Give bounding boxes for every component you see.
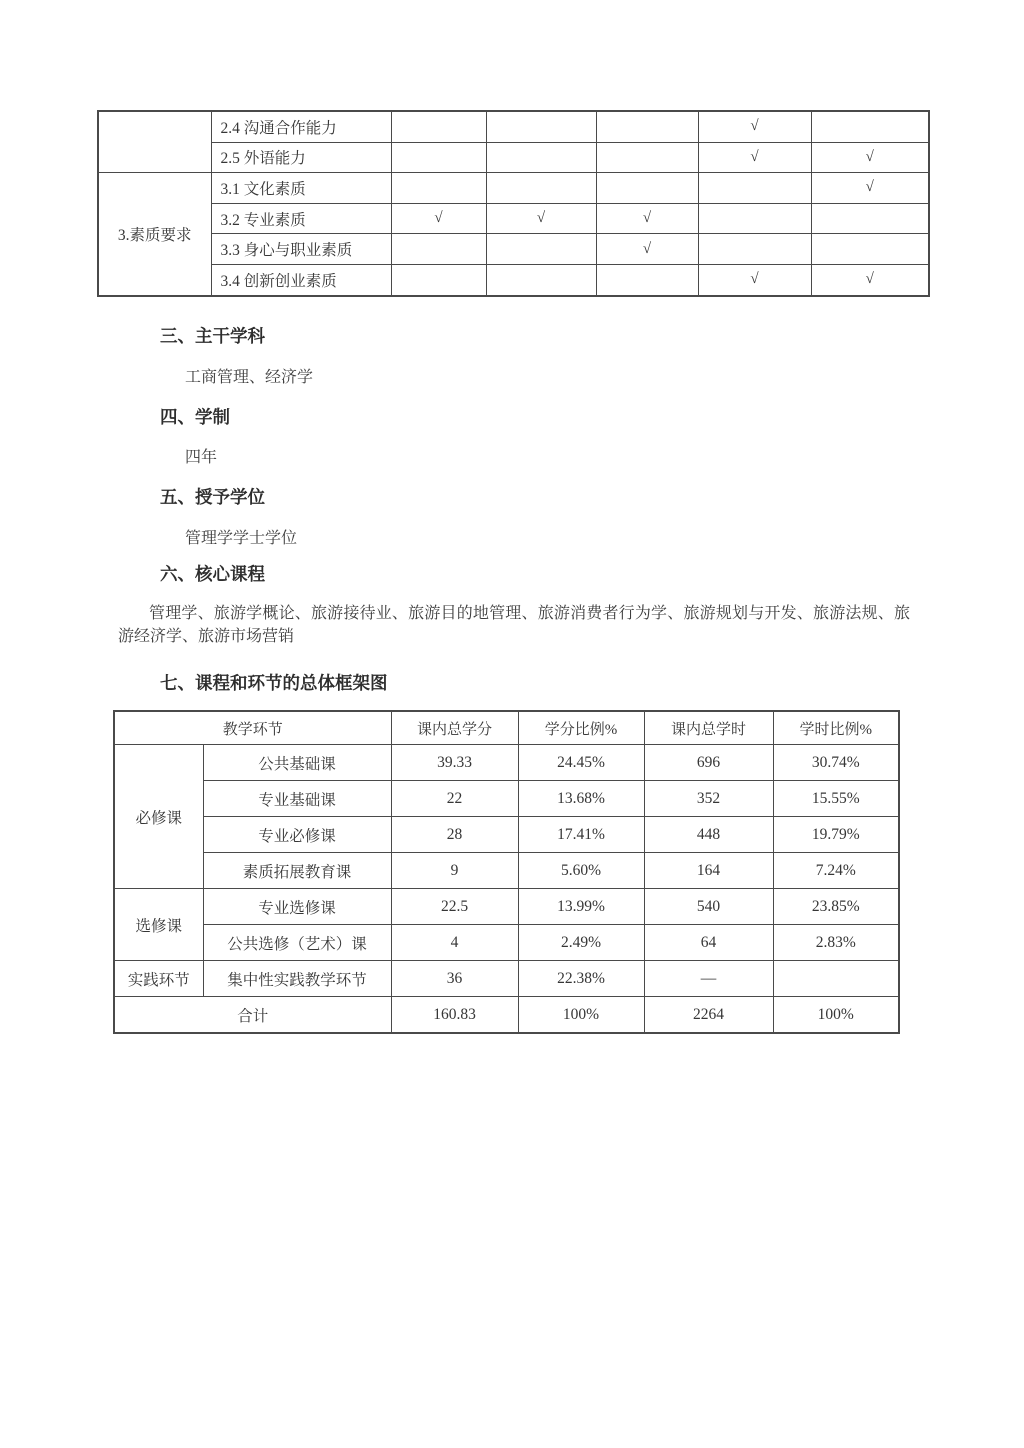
check-cell (486, 142, 596, 173)
header-total-credits: 课内总学分 (391, 711, 518, 745)
requirement-item: 3.2 专业素质 (211, 203, 391, 234)
credits-value: 28 (391, 817, 518, 853)
check-cell: √ (698, 142, 811, 173)
check-cell (596, 173, 698, 204)
credits-value: 9 (391, 853, 518, 889)
hours-value: 540 (644, 889, 773, 925)
check-cell: √ (811, 173, 929, 204)
credits-value: 36 (391, 961, 518, 997)
table-row (98, 264, 929, 295)
total-credits-value: 160.83 (391, 997, 518, 1034)
table-row (114, 853, 899, 889)
table-row (114, 925, 899, 961)
check-cell: √ (811, 142, 929, 173)
section-heading-core-courses: 六、核心课程 (160, 564, 265, 584)
check-cell (486, 111, 596, 142)
credits-value: 39.33 (391, 745, 518, 781)
core-courses-text: 管理学、旅游学概论、旅游接待业、旅游目的地管理、旅游消费者行为学、旅游规划与开发、旅游法规、旅游经济学、旅游市场营销 (118, 605, 910, 645)
course-type: 专业选修课 (203, 889, 391, 925)
hours-value: 696 (644, 745, 773, 781)
credits-value: 22.5 (391, 889, 518, 925)
table-row (98, 111, 929, 142)
section-heading-framework: 七、课程和环节的总体框架图 (160, 673, 388, 693)
requirement-item: 3.3 身心与职业素质 (211, 234, 391, 265)
check-cell (486, 173, 596, 204)
requirement-item: 3.4 创新创业素质 (211, 264, 391, 295)
check-cell (391, 264, 486, 295)
requirement-item: 2.5 外语能力 (211, 142, 391, 173)
check-cell (698, 234, 811, 265)
check-cell (486, 234, 596, 265)
check-cell: √ (698, 264, 811, 295)
hours-value: 448 (644, 817, 773, 853)
course-type: 素质拓展教育课 (203, 853, 391, 889)
total-hour-pct-value: 100% (773, 997, 899, 1034)
check-cell (486, 264, 596, 295)
total-label: 合计 (114, 997, 391, 1034)
total-credit-pct-value: 100% (518, 997, 644, 1034)
category-cell-quality: 3.素质要求 (98, 173, 211, 296)
total-hours-value: 2264 (644, 997, 773, 1034)
check-cell (811, 234, 929, 265)
credits-value: 22 (391, 781, 518, 817)
check-cell (811, 203, 929, 234)
table-row (114, 745, 899, 781)
table-row (114, 781, 899, 817)
check-cell (391, 173, 486, 204)
section-heading-degree: 五、授予学位 (160, 487, 265, 507)
check-cell (811, 111, 929, 142)
table-row (114, 817, 899, 853)
check-cell (596, 111, 698, 142)
table-total-row (114, 997, 899, 1034)
hour-pct-value: 30.74% (773, 745, 899, 781)
table-header-row (114, 711, 899, 745)
table-row (114, 889, 899, 925)
hour-pct-value: 7.24% (773, 853, 899, 889)
course-type: 专业必修课 (203, 817, 391, 853)
requirement-item: 2.4 沟通合作能力 (211, 111, 391, 142)
hour-pct-value: 2.83% (773, 925, 899, 961)
check-cell: √ (596, 234, 698, 265)
requirement-item: 3.1 文化素质 (211, 173, 391, 204)
group-label-elective: 选修课 (114, 889, 203, 961)
check-cell: √ (486, 203, 596, 234)
table-row (114, 961, 899, 997)
group-label-required: 必修课 (114, 745, 203, 889)
credits-value: 4 (391, 925, 518, 961)
check-cell (391, 234, 486, 265)
quality-requirements-table (97, 110, 930, 297)
course-type: 公共选修（艺术）课 (203, 925, 391, 961)
hours-value: 352 (644, 781, 773, 817)
header-credit-pct: 学分比例% (518, 711, 644, 745)
check-cell (391, 111, 486, 142)
header-total-hours: 课内总学时 (644, 711, 773, 745)
hour-pct-value (773, 961, 899, 997)
check-cell (391, 142, 486, 173)
course-framework-table (113, 710, 900, 1034)
table-row (98, 203, 929, 234)
credit-pct-value: 24.45% (518, 745, 644, 781)
course-type: 专业基础课 (203, 781, 391, 817)
hour-pct-value: 19.79% (773, 817, 899, 853)
degree-text: 管理学学士学位 (185, 530, 298, 547)
hours-value: 64 (644, 925, 773, 961)
credit-pct-value: 5.60% (518, 853, 644, 889)
section-heading-duration: 四、学制 (160, 407, 230, 427)
check-cell (698, 203, 811, 234)
hours-value: — (644, 961, 773, 997)
hour-pct-value: 23.85% (773, 889, 899, 925)
credit-pct-value: 17.41% (518, 817, 644, 853)
hours-value: 164 (644, 853, 773, 889)
credit-pct-value: 2.49% (518, 925, 644, 961)
duration-text: 四年 (185, 449, 218, 466)
credit-pct-value: 22.38% (518, 961, 644, 997)
credit-pct-value: 13.68% (518, 781, 644, 817)
course-type: 公共基础课 (203, 745, 391, 781)
check-cell: √ (391, 203, 486, 234)
course-type: 集中性实践教学环节 (203, 961, 391, 997)
check-cell: √ (596, 203, 698, 234)
check-cell (596, 142, 698, 173)
section-heading-main-disciplines: 三、主干学科 (160, 326, 265, 346)
group-label-practice: 实践环节 (114, 961, 203, 997)
main-disciplines-text: 工商管理、经济学 (185, 369, 314, 386)
table-row (98, 234, 929, 265)
check-cell: √ (811, 264, 929, 295)
header-teaching-env: 教学环节 (114, 711, 391, 745)
check-cell: √ (698, 111, 811, 142)
table-row (98, 173, 929, 204)
category-cell (98, 111, 211, 173)
header-hour-pct: 学时比例% (773, 711, 899, 745)
credit-pct-value: 13.99% (518, 889, 644, 925)
hour-pct-value: 15.55% (773, 781, 899, 817)
check-cell (596, 264, 698, 295)
table-row (98, 142, 929, 173)
check-cell (698, 173, 811, 204)
